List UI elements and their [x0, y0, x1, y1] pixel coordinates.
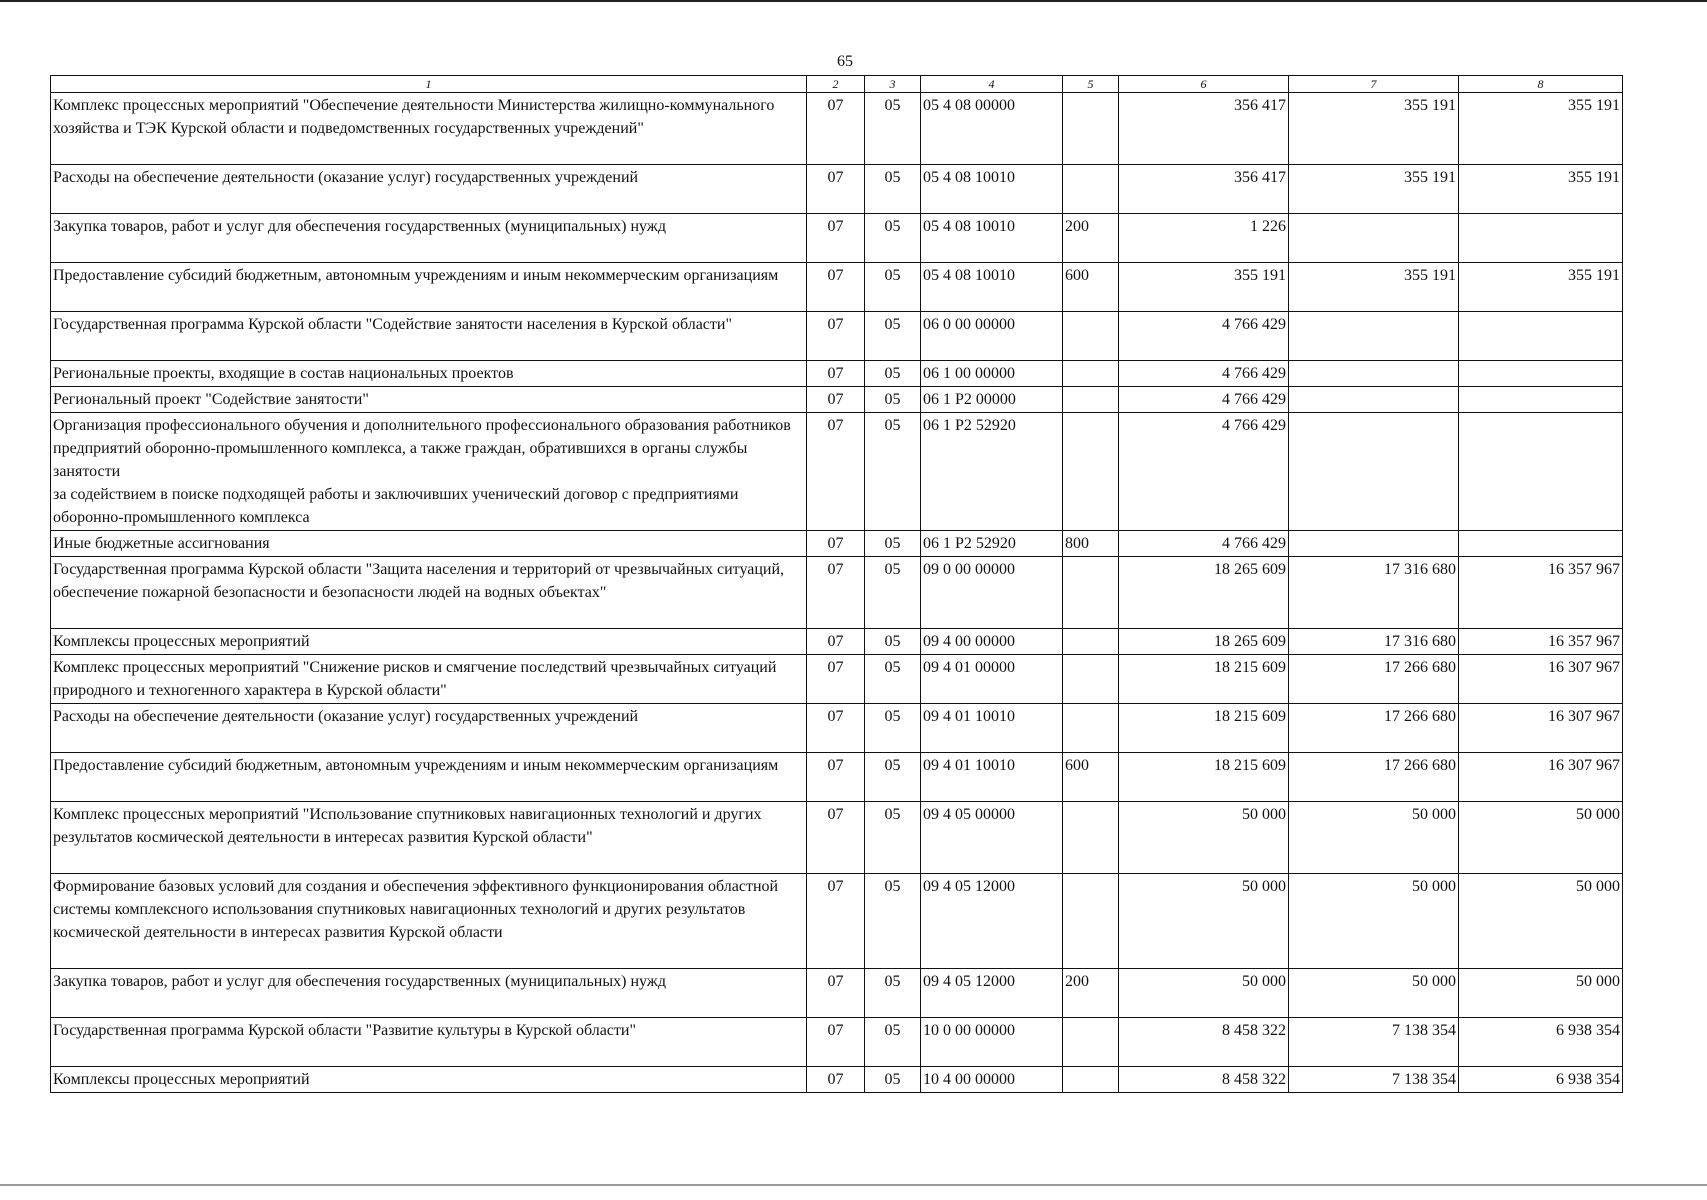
column-header: 8 — [1459, 76, 1623, 93]
row-name: Комплекс процессных мероприятий "Использование спутниковых навигационных технологий и других результатов космической деятельности в интересах развития Курской области" — [51, 802, 807, 874]
table-row — [51, 93, 1623, 165]
amount-col7: 7 138 354 — [1289, 1067, 1459, 1093]
amount-col8 — [1459, 361, 1623, 387]
section-code: 07 — [807, 874, 865, 969]
amount-col8: 16 307 967 — [1459, 655, 1623, 704]
subsection-code: 05 — [865, 802, 921, 874]
amount-col6: 4 766 429 — [1119, 387, 1289, 413]
section-code: 07 — [807, 753, 865, 802]
amount-col6: 18 265 609 — [1119, 557, 1289, 629]
target-article-code: 05 4 08 00000 — [921, 93, 1063, 165]
row-name: Комплекс процессных мероприятий "Снижение рисков и смягчение последствий чрезвычайных ситуаций природного и техногенного характера в Курской области" — [51, 655, 807, 704]
amount-col7: 355 191 — [1289, 263, 1459, 312]
section-code: 07 — [807, 704, 865, 753]
amount-col8: 50 000 — [1459, 874, 1623, 969]
amount-col8: 355 191 — [1459, 93, 1623, 165]
expense-type-code — [1063, 557, 1119, 629]
amount-col7 — [1289, 387, 1459, 413]
subsection-code: 05 — [865, 874, 921, 969]
subsection-code: 05 — [865, 263, 921, 312]
target-article-code: 09 4 01 10010 — [921, 753, 1063, 802]
section-code: 07 — [807, 165, 865, 214]
expense-type-code — [1063, 93, 1119, 165]
row-name: Государственная программа Курской области "Защита населения и территорий от чрезвычайных ситуаций, обеспечение пожарной безопасности и безопасности людей на водных объектах" — [51, 557, 807, 629]
section-code: 07 — [807, 802, 865, 874]
amount-col6: 1 226 — [1119, 214, 1289, 263]
row-name: Комплекс процессных мероприятий "Обеспечение деятельности Министерства жилищно-коммунального хозяйства и ТЭК Курской области и подведомственных государственных учреждений" — [51, 93, 807, 165]
table-row — [51, 802, 1623, 874]
amount-col8 — [1459, 312, 1623, 361]
section-code: 07 — [807, 387, 865, 413]
section-code: 07 — [807, 263, 865, 312]
subsection-code: 05 — [865, 1067, 921, 1093]
subsection-code: 05 — [865, 629, 921, 655]
expense-type-code: 600 — [1063, 753, 1119, 802]
subsection-code: 05 — [865, 387, 921, 413]
amount-col8 — [1459, 531, 1623, 557]
expense-type-code — [1063, 413, 1119, 531]
target-article-code: 09 4 01 00000 — [921, 655, 1063, 704]
table-row — [51, 629, 1623, 655]
target-article-code: 06 1 Р2 52920 — [921, 531, 1063, 557]
expense-type-code — [1063, 704, 1119, 753]
row-name: Расходы на обеспечение деятельности (оказание услуг) государственных учреждений — [51, 704, 807, 753]
amount-col7: 355 191 — [1289, 165, 1459, 214]
section-code: 07 — [807, 1067, 865, 1093]
amount-col8: 50 000 — [1459, 969, 1623, 1018]
amount-col8: 16 307 967 — [1459, 704, 1623, 753]
target-article-code: 09 4 01 10010 — [921, 704, 1063, 753]
column-header: 3 — [865, 76, 921, 93]
row-name: Региональные проекты, входящие в состав национальных проектов — [51, 361, 807, 387]
target-article-code: 09 0 00 00000 — [921, 557, 1063, 629]
section-code: 07 — [807, 361, 865, 387]
table-row — [51, 753, 1623, 802]
amount-col8: 16 357 967 — [1459, 629, 1623, 655]
amount-col7 — [1289, 214, 1459, 263]
amount-col7: 17 266 680 — [1289, 753, 1459, 802]
row-name: Формирование базовых условий для создания и обеспечения эффективного функционирования областной системы комплексного использования спутниковых навигационных технологий и других результатов космической деятельности в интересах развития Курской области — [51, 874, 807, 969]
target-article-code: 05 4 08 10010 — [921, 214, 1063, 263]
expense-type-code — [1063, 387, 1119, 413]
budget-table — [50, 75, 1623, 1093]
amount-col8 — [1459, 387, 1623, 413]
expense-type-code — [1063, 629, 1119, 655]
table-row — [51, 1018, 1623, 1067]
amount-col6: 50 000 — [1119, 969, 1289, 1018]
subsection-code: 05 — [865, 753, 921, 802]
amount-col6: 355 191 — [1119, 263, 1289, 312]
section-code: 07 — [807, 557, 865, 629]
amount-col7: 7 138 354 — [1289, 1018, 1459, 1067]
table-row — [51, 1067, 1623, 1093]
amount-col6: 4 766 429 — [1119, 413, 1289, 531]
target-article-code: 10 4 00 00000 — [921, 1067, 1063, 1093]
row-name: Государственная программа Курской области "Развитие культуры в Курской области" — [51, 1018, 807, 1067]
section-code: 07 — [807, 969, 865, 1018]
amount-col7: 50 000 — [1289, 874, 1459, 969]
target-article-code: 09 4 05 12000 — [921, 969, 1063, 1018]
page-number: 65 — [837, 53, 853, 70]
amount-col7: 50 000 — [1289, 802, 1459, 874]
expense-type-code — [1063, 874, 1119, 969]
table-row — [51, 165, 1623, 214]
section-code: 07 — [807, 655, 865, 704]
column-header: 2 — [807, 76, 865, 93]
expense-type-code: 200 — [1063, 214, 1119, 263]
section-code: 07 — [807, 413, 865, 531]
amount-col7: 17 316 680 — [1289, 629, 1459, 655]
target-article-code: 09 4 00 00000 — [921, 629, 1063, 655]
subsection-code: 05 — [865, 165, 921, 214]
row-name: Региональный проект "Содействие занятости" — [51, 387, 807, 413]
amount-col6: 356 417 — [1119, 93, 1289, 165]
section-code: 07 — [807, 312, 865, 361]
amount-col7 — [1289, 413, 1459, 531]
amount-col7 — [1289, 531, 1459, 557]
expense-type-code — [1063, 1018, 1119, 1067]
target-article-code: 05 4 08 10010 — [921, 263, 1063, 312]
row-name: Расходы на обеспечение деятельности (оказание услуг) государственных учреждений — [51, 165, 807, 214]
amount-col6: 4 766 429 — [1119, 531, 1289, 557]
expense-type-code — [1063, 361, 1119, 387]
amount-col8: 355 191 — [1459, 165, 1623, 214]
row-name: Организация профессионального обучения и дополнительного профессионального образования работников предприятий оборонно-промышленного комплекса, а также граждан, обратившихся в органы службы занятости за содействием в поиске подходящей работы и заключивших ученический договор с предприятиями оборонно-промышленного комплекса — [51, 413, 807, 531]
subsection-code: 05 — [865, 1018, 921, 1067]
subsection-code: 05 — [865, 655, 921, 704]
expense-type-code: 600 — [1063, 263, 1119, 312]
target-article-code: 09 4 05 12000 — [921, 874, 1063, 969]
subsection-code: 05 — [865, 557, 921, 629]
amount-col6: 50 000 — [1119, 874, 1289, 969]
amount-col6: 18 215 609 — [1119, 655, 1289, 704]
column-header: 4 — [921, 76, 1063, 93]
section-code: 07 — [807, 93, 865, 165]
column-header: 7 — [1289, 76, 1459, 93]
amount-col7: 355 191 — [1289, 93, 1459, 165]
target-article-code: 10 0 00 00000 — [921, 1018, 1063, 1067]
amount-col6: 8 458 322 — [1119, 1018, 1289, 1067]
amount-col8: 355 191 — [1459, 263, 1623, 312]
column-header: 1 — [51, 76, 807, 93]
target-article-code: 06 1 Р2 52920 — [921, 413, 1063, 531]
table-row — [51, 214, 1623, 263]
amount-col8: 6 938 354 — [1459, 1018, 1623, 1067]
subsection-code: 05 — [865, 93, 921, 165]
subsection-code: 05 — [865, 361, 921, 387]
subsection-code: 05 — [865, 969, 921, 1018]
amount-col8: 16 307 967 — [1459, 753, 1623, 802]
amount-col8: 16 357 967 — [1459, 557, 1623, 629]
scan-border-bottom — [0, 1184, 1707, 1186]
target-article-code: 09 4 05 00000 — [921, 802, 1063, 874]
expense-type-code: 200 — [1063, 969, 1119, 1018]
amount-col8 — [1459, 413, 1623, 531]
table-row — [51, 531, 1623, 557]
subsection-code: 05 — [865, 531, 921, 557]
expense-type-code — [1063, 655, 1119, 704]
table-header-row — [51, 76, 1623, 93]
table-row — [51, 312, 1623, 361]
scan-border-top — [0, 0, 1707, 2]
table-row — [51, 557, 1623, 629]
row-name: Предоставление субсидий бюджетным, автономным учреждениям и иным некоммерческим организациям — [51, 263, 807, 312]
subsection-code: 05 — [865, 704, 921, 753]
amount-col6: 4 766 429 — [1119, 361, 1289, 387]
target-article-code: 05 4 08 10010 — [921, 165, 1063, 214]
expense-type-code — [1063, 802, 1119, 874]
section-code: 07 — [807, 531, 865, 557]
target-article-code: 06 1 00 00000 — [921, 361, 1063, 387]
row-name: Комплексы процессных мероприятий — [51, 1067, 807, 1093]
expense-type-code — [1063, 1067, 1119, 1093]
amount-col7 — [1289, 361, 1459, 387]
amount-col8: 50 000 — [1459, 802, 1623, 874]
row-name: Иные бюджетные ассигнования — [51, 531, 807, 557]
amount-col7 — [1289, 312, 1459, 361]
section-code: 07 — [807, 214, 865, 263]
subsection-code: 05 — [865, 312, 921, 361]
table-row — [51, 874, 1623, 969]
column-header: 6 — [1119, 76, 1289, 93]
amount-col6: 18 215 609 — [1119, 753, 1289, 802]
amount-col6: 18 265 609 — [1119, 629, 1289, 655]
amount-col8 — [1459, 214, 1623, 263]
row-name: Государственная программа Курской области "Содействие занятости населения в Курской области" — [51, 312, 807, 361]
amount-col6: 50 000 — [1119, 802, 1289, 874]
target-article-code: 06 0 00 00000 — [921, 312, 1063, 361]
table-row — [51, 361, 1623, 387]
amount-col6: 18 215 609 — [1119, 704, 1289, 753]
table-row — [51, 263, 1623, 312]
amount-col7: 17 316 680 — [1289, 557, 1459, 629]
table-row — [51, 655, 1623, 704]
amount-col8: 6 938 354 — [1459, 1067, 1623, 1093]
row-name: Предоставление субсидий бюджетным, автономным учреждениям и иным некоммерческим организациям — [51, 753, 807, 802]
row-name: Закупка товаров, работ и услуг для обеспечения государственных (муниципальных) нужд — [51, 969, 807, 1018]
section-code: 07 — [807, 629, 865, 655]
expense-type-code: 800 — [1063, 531, 1119, 557]
table-row — [51, 413, 1623, 531]
expense-type-code — [1063, 165, 1119, 214]
table-row — [51, 704, 1623, 753]
target-article-code: 06 1 Р2 00000 — [921, 387, 1063, 413]
row-name: Закупка товаров, работ и услуг для обеспечения государственных (муниципальных) нужд — [51, 214, 807, 263]
amount-col6: 356 417 — [1119, 165, 1289, 214]
amount-col7: 17 266 680 — [1289, 704, 1459, 753]
expense-type-code — [1063, 312, 1119, 361]
table-row — [51, 387, 1623, 413]
column-header: 5 — [1063, 76, 1119, 93]
subsection-code: 05 — [865, 214, 921, 263]
amount-col7: 50 000 — [1289, 969, 1459, 1018]
table-row — [51, 969, 1623, 1018]
amount-col6: 8 458 322 — [1119, 1067, 1289, 1093]
amount-col7: 17 266 680 — [1289, 655, 1459, 704]
amount-col6: 4 766 429 — [1119, 312, 1289, 361]
subsection-code: 05 — [865, 413, 921, 531]
row-name: Комплексы процессных мероприятий — [51, 629, 807, 655]
section-code: 07 — [807, 1018, 865, 1067]
